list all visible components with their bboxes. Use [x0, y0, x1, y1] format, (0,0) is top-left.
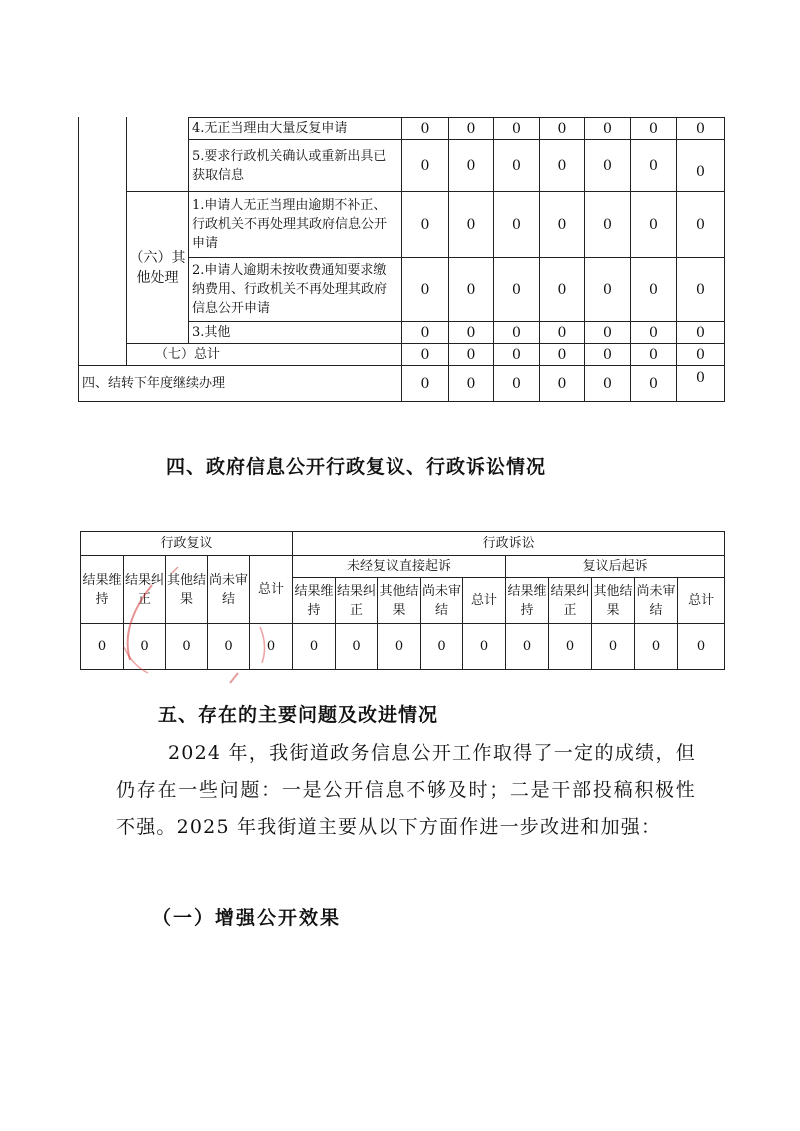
- table-header-row: [81, 532, 725, 556]
- col-header: 总计: [678, 578, 725, 624]
- cell: 0: [540, 366, 585, 402]
- col-header: 结果维持: [506, 578, 549, 624]
- col-header: 其他结果: [166, 556, 208, 624]
- header-direct: 未经复议直接起诉: [293, 556, 506, 578]
- col-header: 结果维持: [81, 556, 124, 624]
- cell: 0: [540, 322, 585, 344]
- cell: 0: [402, 258, 449, 322]
- cell: 0: [463, 624, 506, 670]
- cell: 0: [166, 624, 208, 670]
- cell: 0: [592, 624, 635, 670]
- cell: 0: [449, 344, 494, 366]
- cell: 0: [506, 624, 549, 670]
- col-header: 尚未审结: [421, 578, 463, 624]
- cell: 0: [540, 344, 585, 366]
- col-header: 总计: [250, 556, 293, 624]
- cell: 0: [124, 624, 166, 670]
- paragraph-text: 2024 年，我街道政务信息公开工作取得了一定的成绩，但仍存在一些问题：一是公开信息不够及时；二是干部投稿积极性不强。2025 年我街道主要从以下方面作进一步改进和加强：: [116, 742, 696, 838]
- cell: 0: [402, 140, 449, 192]
- cell: 0: [494, 118, 540, 140]
- cell: 0: [677, 118, 725, 140]
- cell: 0: [585, 118, 631, 140]
- cell: 0: [494, 344, 540, 366]
- cell: 0: [635, 624, 678, 670]
- cell: 0: [631, 322, 677, 344]
- section-five-title: 五、存在的主要问题及改进情况: [158, 704, 439, 726]
- row-label: 2.申请人逾期未按收费通知要求缴纳费用、行政机关不再处理其政府信息公开申请: [189, 258, 402, 322]
- cell: 0: [631, 118, 677, 140]
- table-row: [81, 624, 725, 670]
- cell: 0: [677, 140, 725, 192]
- cell: 0: [585, 192, 631, 258]
- cell: 0: [494, 140, 540, 192]
- table-row: [79, 118, 725, 140]
- col-header: 结果纠正: [336, 578, 378, 624]
- table-header-row: [81, 556, 725, 578]
- cell: 0: [549, 624, 592, 670]
- table-row: [79, 192, 725, 258]
- col-header: 结果纠正: [124, 556, 166, 624]
- row-label: 1.申请人无正当理由逾期不补正、行政机关不再处理其政府信息公开申请: [189, 192, 402, 258]
- row-label: 5.要求行政机关确认或重新出具已获取信息: [189, 140, 402, 192]
- cell: 0: [677, 344, 725, 366]
- cell: 0: [293, 624, 336, 670]
- cell: 0: [402, 366, 449, 402]
- table-row: [79, 366, 725, 402]
- cell: 0: [494, 322, 540, 344]
- cell: 0: [631, 258, 677, 322]
- cell: 0: [631, 192, 677, 258]
- cell: 0: [494, 258, 540, 322]
- cell: 0: [631, 140, 677, 192]
- col-header: 尚未审结: [208, 556, 250, 624]
- cell: 0: [449, 366, 494, 402]
- cell: 0: [677, 322, 725, 344]
- cell: 0: [678, 624, 725, 670]
- cell: 0: [677, 366, 725, 402]
- body-paragraph: [116, 735, 696, 846]
- col-header: 结果维持: [293, 578, 336, 624]
- cell: 0: [540, 258, 585, 322]
- cell: 0: [677, 192, 725, 258]
- cell: 0: [631, 344, 677, 366]
- cell: 0: [585, 140, 631, 192]
- group-six-label: （六）其他处理: [127, 192, 189, 344]
- row-label: 4.无正当理由大量反复申请: [189, 118, 402, 140]
- cell: 0: [631, 366, 677, 402]
- subheading: （一）增强公开效果: [152, 907, 342, 929]
- row-label: （七）总计: [127, 344, 402, 366]
- header-litigation: 行政诉讼: [293, 532, 725, 556]
- disposal-table: [78, 117, 725, 402]
- cell: 0: [208, 624, 250, 670]
- cell: 0: [494, 192, 540, 258]
- cell: 0: [449, 322, 494, 344]
- cell: 0: [336, 624, 378, 670]
- col-header: 其他结果: [378, 578, 421, 624]
- cell: 0: [378, 624, 421, 670]
- cell: 0: [402, 118, 449, 140]
- cell: 0: [449, 118, 494, 140]
- cell: 0: [402, 344, 449, 366]
- row-label: 四、结转下年度继续办理: [79, 366, 402, 402]
- cell: 0: [421, 624, 463, 670]
- cell: 0: [81, 624, 124, 670]
- table-row: [79, 344, 725, 366]
- cell: 0: [585, 322, 631, 344]
- cell: 0: [585, 366, 631, 402]
- cell: 0: [402, 322, 449, 344]
- col-header: 尚未审结: [635, 578, 678, 624]
- row-label: 3.其他: [189, 322, 402, 344]
- cell: 0: [585, 258, 631, 322]
- cell: 0: [402, 192, 449, 258]
- section-four-title: 四、政府信息公开行政复议、行政诉讼情况: [166, 456, 547, 478]
- cell: 0: [677, 258, 725, 322]
- cell: 0: [449, 258, 494, 322]
- col-header: 总计: [463, 578, 506, 624]
- header-after: 复议后起诉: [506, 556, 725, 578]
- review-litigation-table: [80, 531, 725, 670]
- col-header: 其他结果: [592, 578, 635, 624]
- cell: 0: [585, 344, 631, 366]
- col-header: 结果纠正: [549, 578, 592, 624]
- header-review: 行政复议: [81, 532, 293, 556]
- cell: 0: [449, 140, 494, 192]
- cell: 0: [250, 624, 293, 670]
- cell: 0: [540, 140, 585, 192]
- table-row: [79, 140, 725, 192]
- cell: 0: [540, 192, 585, 258]
- cell: 0: [540, 118, 585, 140]
- cell: 0: [449, 192, 494, 258]
- cell: 0: [494, 366, 540, 402]
